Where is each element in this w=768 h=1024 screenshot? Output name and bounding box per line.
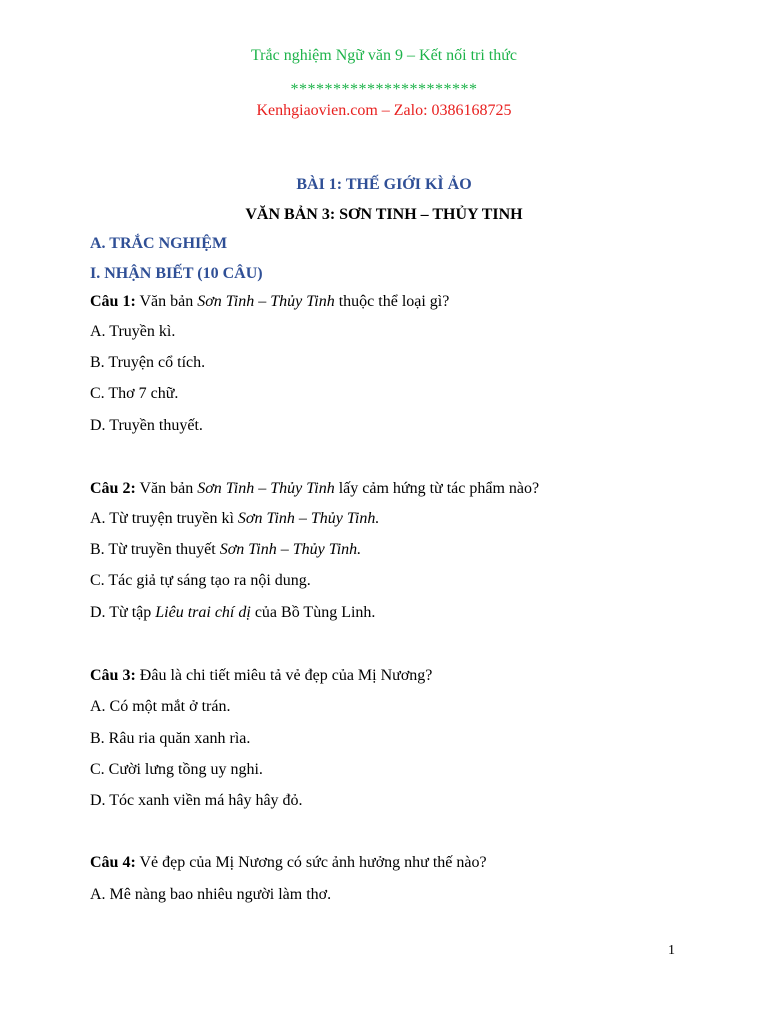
question-label: Câu 3: [90, 667, 136, 684]
answer-italic-text: Liêu trai chí dị [155, 604, 251, 621]
question-italic-text: Sơn Tinh – Thủy Tinh [197, 480, 335, 497]
header-contact-info: Kenhgiaovien.com – Zalo: 0386168725 [256, 102, 512, 119]
answer-option: C. Tác giả tự sáng tạo ra nội dung. [90, 572, 311, 589]
answer-option: B. Râu ria quăn xanh rìa. [90, 730, 251, 747]
question-label: Câu 4: [90, 854, 136, 871]
answer-option: A. Truyền kì. [90, 323, 176, 340]
question-italic-text: Sơn Tinh – Thủy Tinh [197, 293, 335, 310]
question-3 [90, 666, 432, 686]
question-text: lấy cảm hứng từ tác phẩm nào? [334, 480, 540, 497]
question-label: Câu 1: [90, 293, 136, 310]
question-4 [90, 853, 487, 873]
answer-option: D. Tóc xanh viền má hây hây đỏ. [90, 792, 303, 809]
header-star-divider: ********************** [290, 81, 478, 98]
document-header-title: Trắc nghiệm Ngữ văn 9 – Kết nối tri thức [250, 47, 518, 64]
answer-option [90, 540, 361, 560]
question-label: Câu 2: [90, 480, 136, 497]
question-text: Đâu là chi tiết miêu tả vẻ đẹp của Mị Nương? [135, 667, 433, 684]
answer-text: A. Từ truyện truyền kì [90, 510, 238, 527]
answer-text: của Bồ Tùng Linh. [250, 604, 376, 621]
question-1 [90, 292, 449, 312]
answer-option: A. Có một mắt ở trán. [90, 698, 231, 715]
question-text: Văn bản [135, 480, 198, 497]
answer-italic-text: Sơn Tinh – Thủy Tinh. [219, 541, 362, 558]
answer-option: D. Truyền thuyết. [90, 417, 203, 434]
page-number: 1 [668, 943, 675, 958]
answer-text: D. Từ tập [90, 604, 156, 621]
question-text: Vẻ đẹp của Mị Nương có sức ảnh hưởng như thế nào? [135, 854, 487, 871]
subsection-heading: I. NHẬN BIẾT (10 CÂU) [90, 265, 263, 282]
text-title: VĂN BẢN 3: SƠN TINH – THỦY TINH [245, 206, 523, 223]
lesson-title: BÀI 1: THẾ GIỚI KÌ ẢO [296, 176, 472, 193]
answer-option: C. Cười lưng tồng uy nghi. [90, 761, 263, 778]
answer-option: C. Thơ 7 chữ. [90, 385, 179, 402]
answer-option: A. Mê nàng bao nhiêu người làm thơ. [90, 886, 332, 903]
question-text: Văn bản [135, 293, 198, 310]
question-2 [90, 479, 539, 499]
answer-italic-text: Sơn Tinh – Thủy Tinh. [237, 510, 380, 527]
answer-text: B. Từ truyền thuyết [90, 541, 220, 558]
answer-option [90, 509, 379, 529]
answer-option: B. Truyện cổ tích. [90, 354, 206, 371]
question-text: thuộc thể loại gì? [334, 293, 450, 310]
answer-option [90, 603, 375, 623]
section-heading: A. TRẮC NGHIỆM [90, 235, 228, 252]
